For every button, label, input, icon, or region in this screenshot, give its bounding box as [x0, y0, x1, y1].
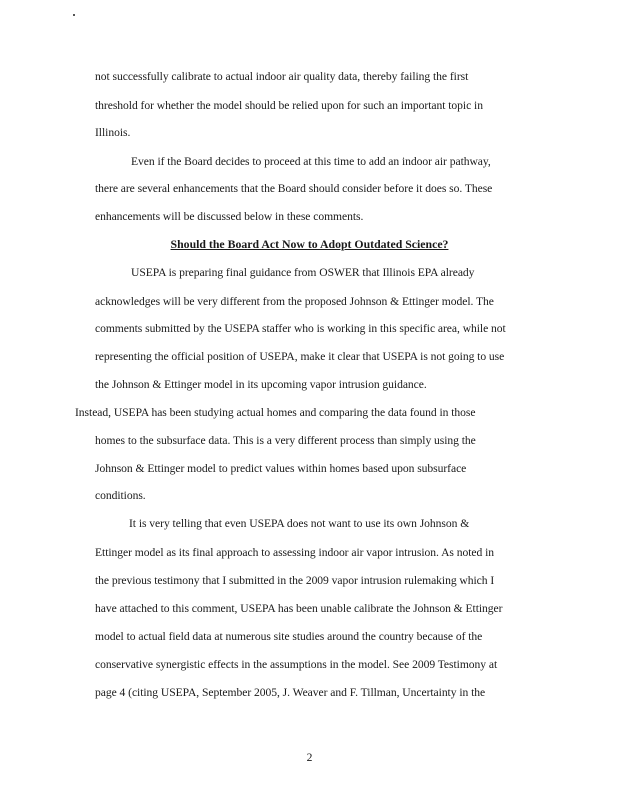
scan-speck: [73, 14, 75, 16]
paragraph-line: model to actual field data at numerous site studies around the country because of the: [95, 630, 483, 643]
paragraph-line: have attached to this comment, USEPA has been unable calibrate the Johnson & Ettinger: [95, 602, 503, 615]
paragraph-line: Instead, USEPA has been studying actual homes and comparing the data found in those: [75, 406, 476, 419]
paragraph-line: enhancements will be discussed below in these comments.: [95, 210, 364, 223]
paragraph-line: comments submitted by the USEPA staffer who is working in this specific area, while not: [95, 322, 506, 335]
paragraph-line: homes to the subsurface data. This is a very different process than simply using the: [95, 434, 476, 447]
paragraph-line: there are several enhancements that the Board should consider before it does so. These: [95, 182, 493, 195]
paragraph-line: Johnson & Ettinger model to predict values within homes based upon subsurface: [95, 462, 467, 475]
paragraph-line: representing the official position of USEPA, make it clear that USEPA is not going to use: [95, 350, 505, 363]
paragraph-line: the previous testimony that I submitted in the 2009 vapor intrusion rulemaking which I: [95, 574, 495, 587]
paragraph-line: It is very telling that even USEPA does not want to use its own Johnson &: [129, 517, 470, 530]
paragraph-line: page 4 (citing USEPA, September 2005, J. Weaver and F. Tillman, Uncertainty in the: [95, 686, 486, 699]
paragraph-line: conservative synergistic effects in the assumptions in the model. See 2009 Testimony at: [95, 658, 498, 671]
paragraph-line: Even if the Board decides to proceed at this time to add an indoor air pathway,: [131, 155, 491, 168]
paragraph-line: acknowledges will be very different from the proposed Johnson & Ettinger model. The: [95, 295, 494, 308]
paragraph-line: Ettinger model as its final approach to assessing indoor air vapor intrusion. As noted in: [95, 546, 495, 559]
page-number: 2: [306, 751, 313, 764]
paragraph-line: Illinois.: [95, 126, 131, 139]
paragraph-line: conditions.: [95, 489, 146, 502]
paragraph-line: USEPA is preparing final guidance from OSWER that Illinois EPA already: [131, 266, 475, 279]
paragraph-line: not successfully calibrate to actual indoor air quality data, thereby failing the first: [95, 70, 469, 83]
paragraph-line: the Johnson & Ettinger model in its upcoming vapor intrusion guidance.: [95, 378, 427, 391]
section-heading: Should the Board Act Now to Adopt Outdated Science?: [170, 237, 449, 251]
paragraph-line: threshold for whether the model should be relied upon for such an important topic in: [95, 99, 483, 112]
